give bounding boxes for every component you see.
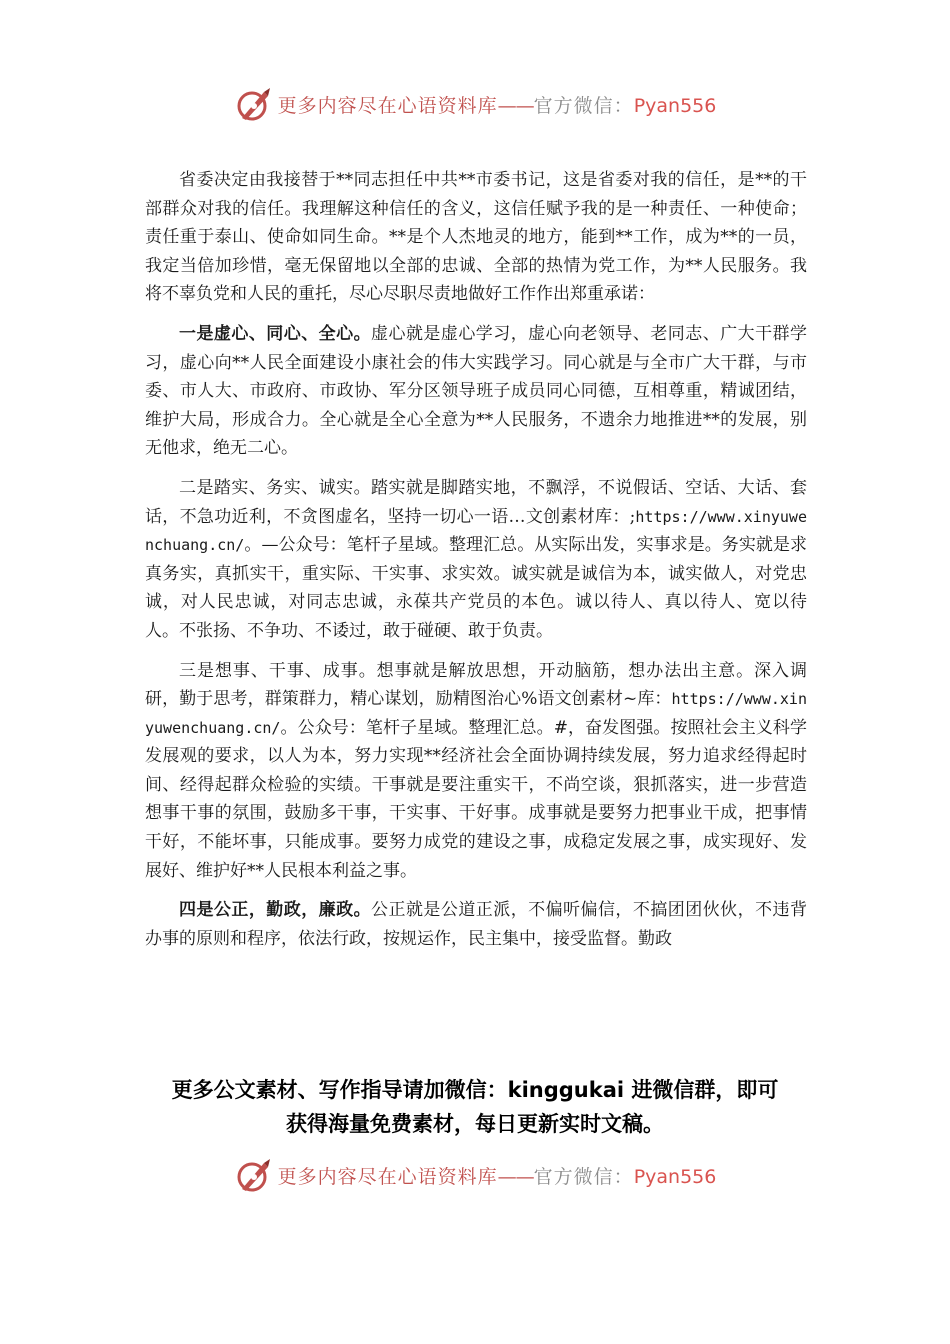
point-3-body-start: 三是想事、干事、成事。想事就是解放思想，开动脑筋，想办法出主意。深入调研，勤于思考，群策群力，精心谋划，励精图治心%语文创素材~库：	[145, 660, 807, 710]
point-1-body: 虚心就是虚心学习，虚心向老领导、老同志、广大干群学习，虚心向**人民全面建设小康社会的伟大实践学习。同心就是与全市广大干群，与市委、市人大、市政府、市政协、军分区领导班子成员同心同德，互相尊重，精诚团结，维护大局，形成合力。全心就是全心全意为**人民服务，不遗余力地推进**的发展，别无他求，绝无二心。	[145, 323, 808, 459]
footer-banner	[0, 1153, 950, 1197]
banner-text: 更多内容尽在心语资料库——官方微信：Pyan556	[277, 1165, 717, 1188]
point-1-heading: 一是虚心、同心、全心。	[179, 323, 372, 344]
point-3-body-end: 。公众号：笔杆子星域。整理汇总。#，奋发图强。按照社会主义科学发展观的要求，以人为本，努力实现**经济社会全面协调持续发展，努力追求经得起时间、经得起群众检验的实绩。干事就是要注重实干，不尚空谈，狠抓落实，进一步营造想事干事的氛围，鼓励多干事，干实事、干好事。成事就是要努力把事业干成，把事情干好，不能坏事，只能成事。要努力成党的建设之事，成稳定发展之事，成实现好、发展好、维护好**人民根本利益之事。	[145, 717, 807, 881]
point-4-body: 公正就是公道正派，不偏听偏信，不搞团团伙伙，不违背办事的原则和程序，依法行政，按规运作，民主集中，接受监督。勤政	[145, 900, 808, 949]
pen-nib-logo-icon	[234, 84, 274, 124]
promo-line-1: 更多公文素材、写作指导请加微信：kinggukai 进微信群，即可	[171, 1078, 779, 1102]
point-2-body-start: 二是踏实、务实、诚实。踏实就是脚踏实地，不飘浮，不说假话、空话、大话、套话，不急功近利，不贪图虚名，坚持一切心一语…文创素材库：;	[145, 477, 807, 527]
promo-notice	[100, 1073, 850, 1141]
point-2-url: https://www.xinyuwenchuang.cn/	[145, 507, 807, 555]
document-body	[145, 166, 807, 964]
header-banner	[0, 82, 950, 126]
paragraph-point-1	[145, 320, 807, 463]
point-2-body-end: 。—公众号：笔杆子星域。整理汇总。从实际出发，实事求是。务实就是求真务实，真抓实干，重实际、干实事、求实效。诚实就是诚信为本，诚实做人，对党忠诚，对人民忠诚，对同志忠诚，永葆共产党员的本色。诚以待人、真以待人、宽以待人。不张扬、不争功、不诿过，敢于碰硬、敢于负责。	[145, 535, 807, 641]
paragraph-intro: 省委决定由我接替于**同志担任中共**市委书记，这是省委对我的信任，是**的干部群众对我的信任。我理解这种信任的含义，这信任赋予我的是一种责任、一种使命；责任重于泰山、使命如同生命。**是个人杰地灵的地方，能到**工作，成为**的一员，我定当倍加珍惜，毫无保留地以全部的忠诚、全部的热情为党工作，为**人民服务。我将不辜负党和人民的重托，尽心尽职尽责地做好工作作出郑重承诺：	[145, 170, 807, 305]
paragraph-point-2	[145, 474, 807, 646]
promo-line-2: 获得海量免费素材，每日更新实时文稿。	[286, 1112, 664, 1136]
point-3-url: https://www.xinyuwenchuang.cn/	[145, 690, 807, 737]
point-4-heading: 四是公正，勤政，廉政。	[179, 900, 372, 921]
paragraph-point-3	[145, 657, 807, 886]
paragraph-point-4	[145, 896, 807, 953]
banner-text: 更多内容尽在心语资料库——官方微信：Pyan556	[277, 94, 717, 117]
pen-nib-logo-icon	[234, 1155, 274, 1195]
